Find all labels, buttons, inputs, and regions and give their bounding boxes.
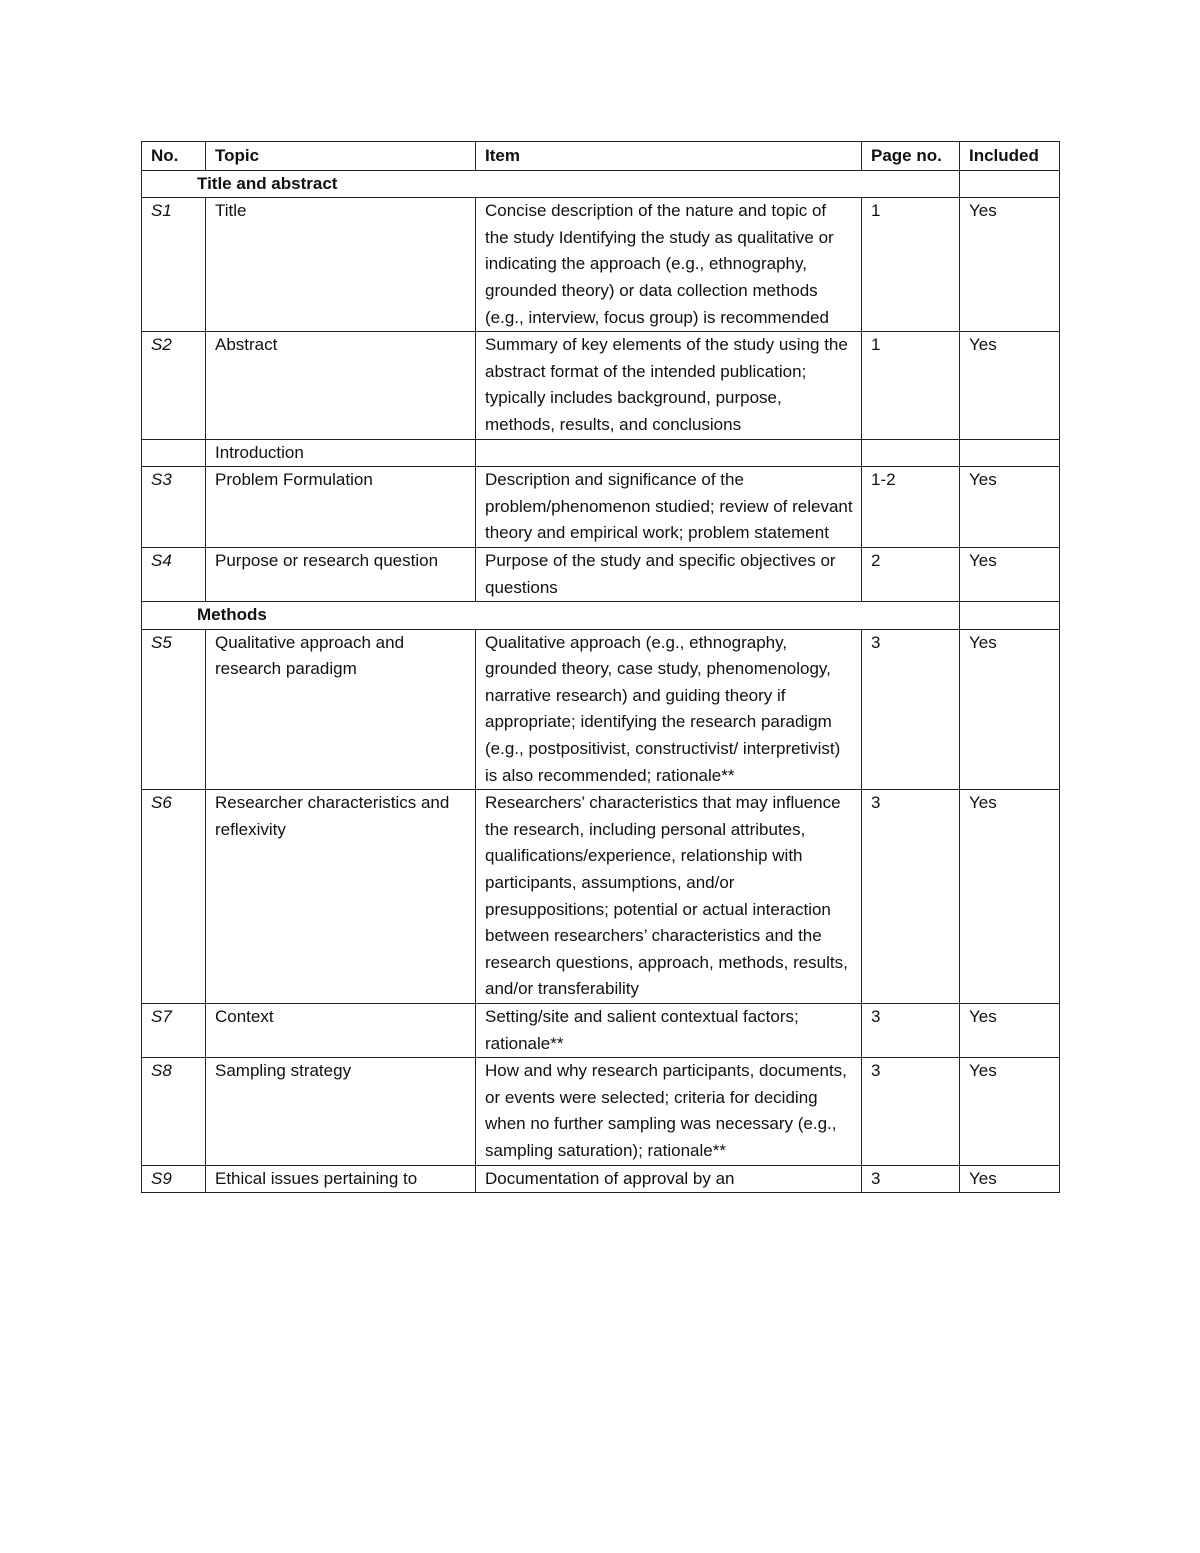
row-no: S9 [142,1165,206,1193]
table-row [142,1058,1060,1165]
section-empty-cell [142,439,206,467]
row-topic: Abstract [206,332,476,439]
section-empty-cell [476,439,862,467]
section-empty-cell [960,170,1060,198]
section-introduction: Introduction [206,439,476,467]
row-included: Yes [960,198,1060,332]
section-row-title-abstract [142,170,1060,198]
row-page-no: 1-2 [862,467,960,548]
header-included: Included [960,142,1060,171]
row-item: Description and significance of the problem/phenomenon studied; review of relevant theory and empirical work; problem statement [476,467,862,548]
row-included: Yes [960,332,1060,439]
row-page-no: 1 [862,332,960,439]
row-page-no: 1 [862,198,960,332]
row-topic: Problem Formulation [206,467,476,548]
table-row [142,547,1060,601]
section-methods: Methods [142,602,960,630]
row-topic: Researcher characteristics and reflexivity [206,790,476,1004]
section-row-introduction [142,439,1060,467]
row-topic: Title [206,198,476,332]
table-row [142,332,1060,439]
row-item: Concise description of the nature and topic of the study Identifying the study as qualitative or indicating the approach (e.g., ethnography, grounded theory) or data collection methods (e.g., interview, focus group) is recommended [476,198,862,332]
row-topic: Context [206,1004,476,1058]
row-item: Researchers’ characteristics that may influence the research, including personal attributes, qualifications/experience, relationship with participants, assumptions, and/or presuppositions; potential or actual interaction between researchers’ characteristics and the research questions, approach, methods, results, and/or transferability [476,790,862,1004]
row-item: Qualitative approach (e.g., ethnography, grounded theory, case study, phenomenology, narrative research) and guiding theory if appropriate; identifying the research paradigm (e.g., postpositivist, constructivist/ interpretivist) is also recommended; rationale** [476,629,862,790]
row-included: Yes [960,790,1060,1004]
row-page-no: 2 [862,547,960,601]
row-topic: Sampling strategy [206,1058,476,1165]
table-row [142,467,1060,548]
row-page-no: 3 [862,1165,960,1193]
row-included: Yes [960,1004,1060,1058]
row-topic: Ethical issues pertaining to [206,1165,476,1193]
table-row [142,198,1060,332]
row-no: S8 [142,1058,206,1165]
row-item: Setting/site and salient contextual factors; rationale** [476,1004,862,1058]
header-topic: Topic [206,142,476,171]
table-row [142,1004,1060,1058]
section-empty-cell [960,602,1060,630]
row-item: Summary of key elements of the study using the abstract format of the intended publication; typically includes background, purpose, methods, results, and conclusions [476,332,862,439]
section-empty-cell [960,439,1060,467]
row-no: S3 [142,467,206,548]
header-row [142,142,1060,171]
row-page-no: 3 [862,790,960,1004]
table-row [142,790,1060,1004]
table-row [142,1165,1060,1193]
section-title-abstract: Title and abstract [142,170,960,198]
row-included: Yes [960,629,1060,790]
header-no: No. [142,142,206,171]
row-topic: Purpose or research question [206,547,476,601]
row-page-no: 3 [862,629,960,790]
row-item: Documentation of approval by an [476,1165,862,1193]
row-no: S6 [142,790,206,1004]
row-page-no: 3 [862,1058,960,1165]
row-no: S1 [142,198,206,332]
header-item: Item [476,142,862,171]
srqr-checklist-table [141,141,1060,1193]
section-row-methods [142,602,1060,630]
row-included: Yes [960,1058,1060,1165]
row-item: How and why research participants, documents, or events were selected; criteria for deciding when no further sampling was necessary (e.g., sampling saturation); rationale** [476,1058,862,1165]
row-included: Yes [960,547,1060,601]
row-no: S7 [142,1004,206,1058]
row-page-no: 3 [862,1004,960,1058]
header-page-no: Page no. [862,142,960,171]
row-item: Purpose of the study and specific objectives or questions [476,547,862,601]
row-topic: Qualitative approach and research paradigm [206,629,476,790]
section-empty-cell [862,439,960,467]
row-no: S2 [142,332,206,439]
table-row [142,629,1060,790]
row-included: Yes [960,467,1060,548]
row-included: Yes [960,1165,1060,1193]
row-no: S4 [142,547,206,601]
row-no: S5 [142,629,206,790]
